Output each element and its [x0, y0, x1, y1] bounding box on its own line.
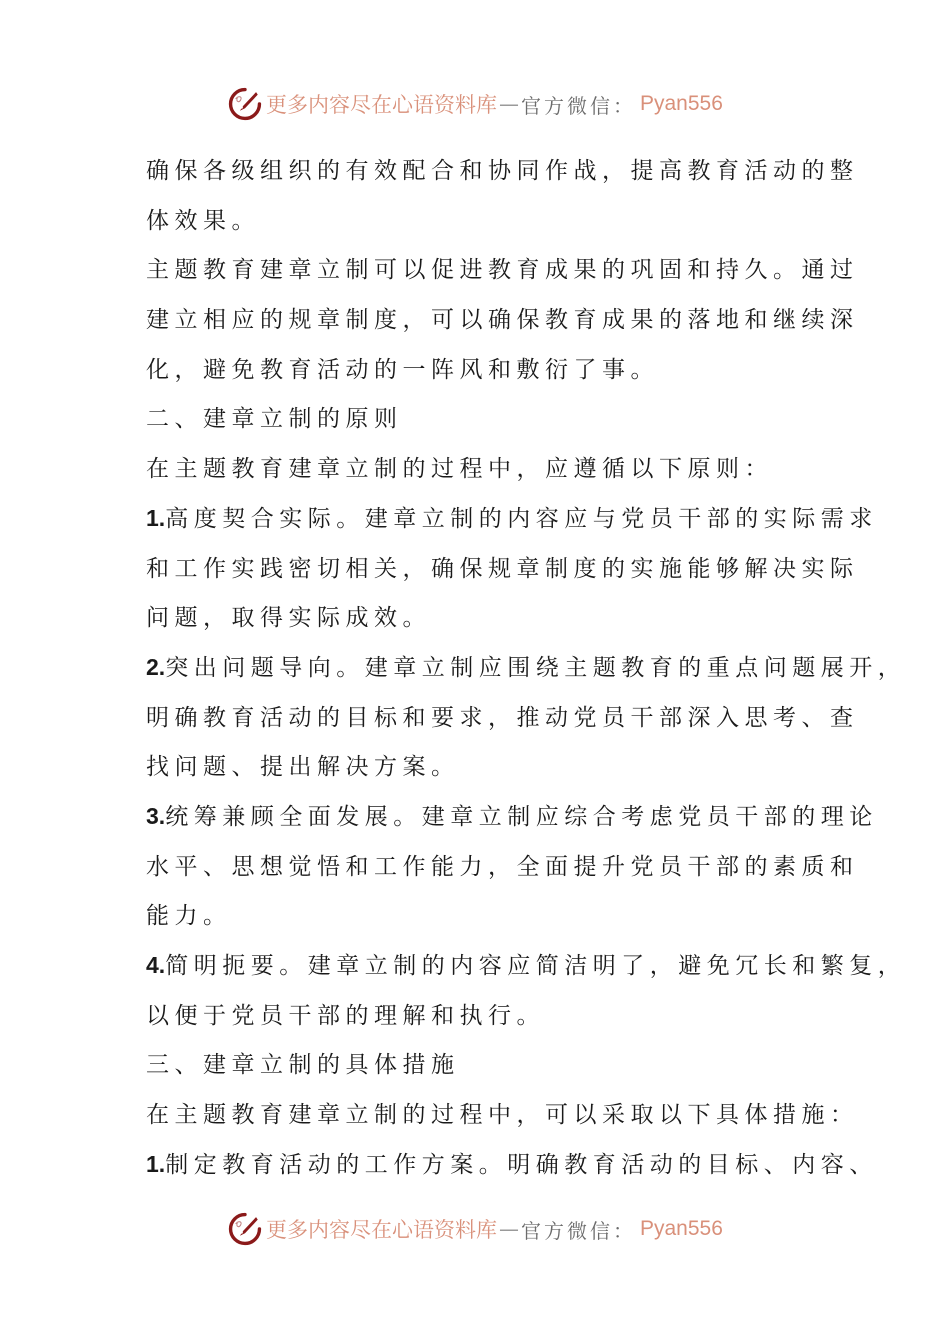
watermark-brand-text: 更多内容尽在心语资料库: [266, 93, 497, 117]
watermark-wechat-id: Pyan556: [640, 92, 723, 115]
text-line: 找问题、提出解决方案。: [146, 754, 460, 781]
text-line: 建立相应的规章制度，可以确保教育成果的落地和继续深: [146, 307, 859, 334]
document-body: [146, 146, 907, 1189]
text-line: 明确教育活动的目标和要求，推动党员干部深入思考、查: [146, 704, 859, 731]
footer-watermark: [228, 1209, 723, 1249]
watermark-brand-text: 更多内容尽在心语资料库: [266, 1218, 497, 1242]
section-heading: 二、建章立制的原则: [146, 406, 403, 433]
list-item-1: 1.高度契合实际。建章立制的内容应与党员干部的实际需求: [146, 504, 878, 532]
watermark-official-label: 官方微信：: [521, 1218, 636, 1243]
text-line: 水平、思想觉悟和工作能力，全面提升党员干部的素质和: [146, 853, 859, 880]
quill-pen-logo-icon: [228, 87, 262, 121]
text-line: 主题教育建章立制可以促进教育成果的巩固和持久。通过: [146, 257, 859, 284]
watermark-official-label: 官方微信：: [521, 93, 636, 118]
watermark-dash: —: [499, 1217, 519, 1241]
list-item-4: 4.简明扼要。建章立制的内容应简洁明了，避免冗长和繁复，: [146, 952, 907, 979]
list-item-1: 1.制定教育活动的工作方案。明确教育活动的目标、内容、: [146, 1150, 878, 1178]
text-line: 问题，取得实际成效。: [146, 605, 431, 632]
text-line: 体效果。: [146, 207, 260, 234]
watermark-dash: —: [499, 92, 519, 116]
text-line: 在主题教育建章立制的过程中，可以采取以下具体措施：: [146, 1102, 859, 1129]
header-watermark: [228, 84, 723, 124]
text-line: 在主题教育建章立制的过程中，应遵循以下原则：: [146, 456, 773, 483]
list-item-3: 3.统筹兼顾全面发展。建章立制应综合考虑党员干部的理论: [146, 802, 878, 830]
list-item-2: 2.突出问题导向。建章立制应围绕主题教育的重点问题展开，: [146, 653, 907, 681]
text-line: 能力。: [146, 903, 232, 930]
text-line: 化，避免教育活动的一阵风和敷衍了事。: [146, 356, 659, 383]
quill-pen-logo-icon: [228, 1212, 262, 1246]
text-line: 确保各级组织的有效配合和协同作战，提高教育活动的整: [146, 158, 859, 184]
text-line: 和工作实践密切相关，确保规章制度的实施能够解决实际: [146, 555, 859, 582]
text-line: 以便于党员干部的理解和执行。: [146, 1002, 545, 1029]
section-heading: 三、建章立制的具体措施: [146, 1052, 460, 1079]
watermark-wechat-id: Pyan556: [640, 1217, 723, 1240]
